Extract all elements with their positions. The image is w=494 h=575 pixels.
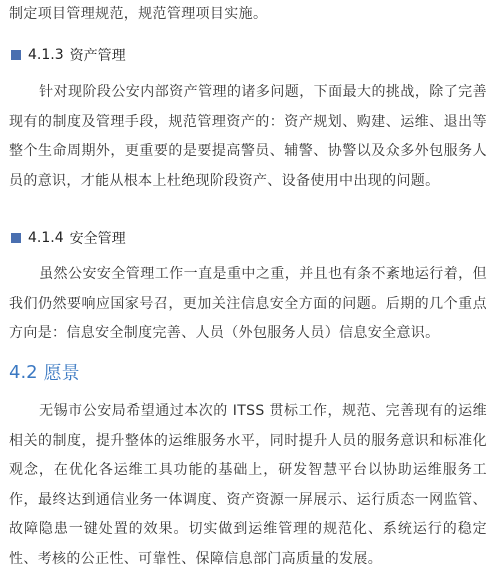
intro-paragraph-tail: 制定项目管理规范，规范管理项目实施。 (9, 6, 268, 22)
subsection-heading-4-1-4 (11, 228, 126, 248)
asset-management-paragraph (9, 78, 487, 196)
vision-paragraph (9, 397, 487, 575)
subsection-heading-4-1-3 (11, 45, 126, 65)
security-management-text: 虽然公安安全管理工作一直是重中之重，并且也有条不紊地运行着，但我们仍然要响应国家号召，更加关注信息安全方面的问题。后期的几个重点方向是：信息安全制度完善、人员（外包服务人员）信息安全意识。 (9, 266, 487, 342)
subsection-number: 4.1.3 (28, 47, 64, 63)
subsection-title: 资产管理 (69, 48, 126, 64)
asset-management-text: 针对现阶段公安内部资产管理的诸多问题，下面最大的挑战，除了完善现有的制度及管理手段，规范管理资产的：资产规划、购建、运维、退出等整个生命周期外，更重要的是要提高警员、辅警、协警以及众多外包服务人员的意识，才能从根本上杜绝现阶段资产、设备使用中出现的问题。 (9, 84, 487, 189)
section-title: 愿景 (43, 363, 80, 384)
subsection-title: 安全管理 (69, 231, 126, 247)
square-bullet-icon (11, 50, 21, 60)
section-number: 4.2 (9, 361, 38, 383)
square-bullet-icon (11, 233, 21, 243)
subsection-number: 4.1.4 (28, 230, 64, 246)
section-heading-4-2 (9, 359, 80, 385)
vision-text: 无锡市公安局希望通过本次的 ITSS 贯标工作，规范、完善现有的运维相关的制度，提升整体的运维服务水平，同时提升人员的服务意识和标准化观念，在优化各运维工具功能的基础上，研发智慧平台以协助运维服务工作，最终达到通信业务一体调度、资产资源一屏展示、运行质态一网监管、故障隐患一键处置的效果。切实做到运维管理的规范化、系统运行的稳定性、考核的公正性、可靠性、保障信息部门高质量的发展。 (9, 403, 487, 567)
security-management-paragraph (9, 260, 487, 349)
